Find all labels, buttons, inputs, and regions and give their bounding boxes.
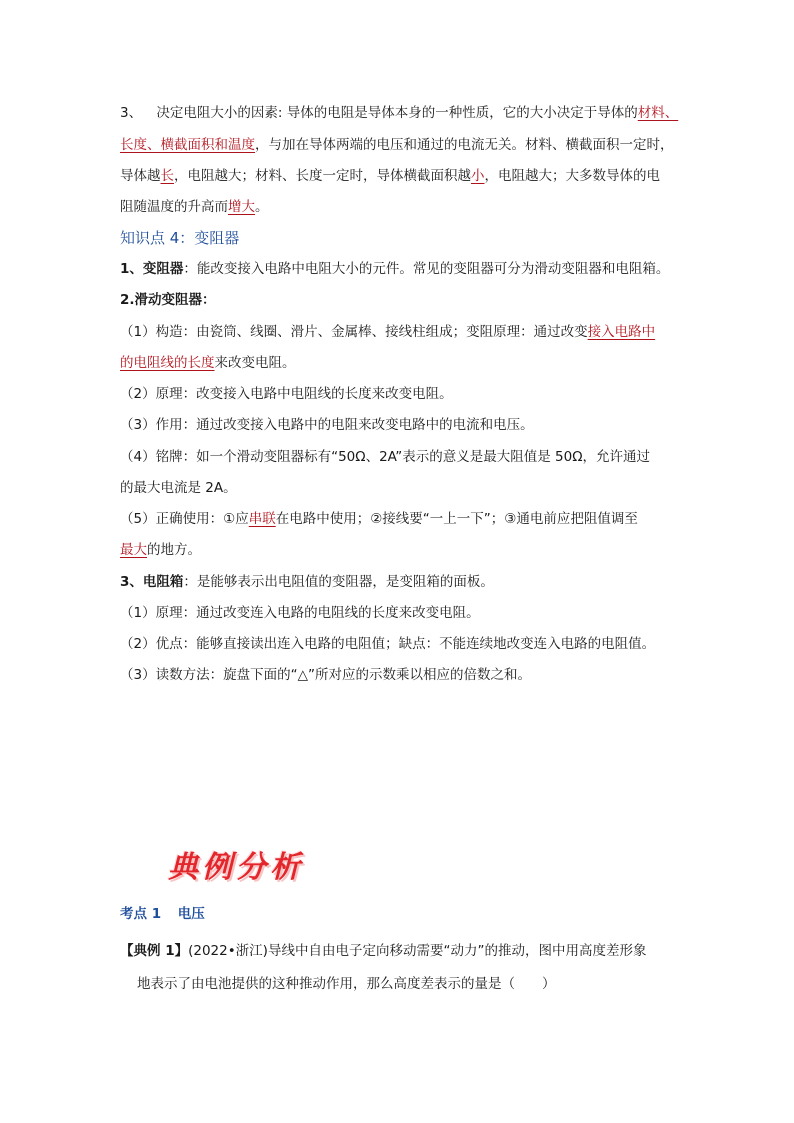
rheostat-definition: [120, 259, 669, 279]
underline-wire-length: 的电阻线的长度: [120, 355, 215, 371]
example-line1: [120, 941, 646, 961]
resistance-box-definition: [120, 572, 494, 592]
para3-line1: [120, 103, 678, 123]
box-principle: （1）原理：通过改变连入电路的电阻线的长度来改变电阻。: [120, 605, 480, 621]
underline-increase: 增大: [228, 199, 255, 215]
underline-series: 串联: [248, 511, 276, 527]
para3-text6: 阻随温度的升高而: [120, 199, 228, 215]
example-analysis-banner: 典例分析: [168, 850, 304, 885]
kaodian-heading: [120, 904, 205, 924]
underline-long: 长: [160, 168, 174, 184]
slide-rheostat-heading: 2.滑动变阻器：: [120, 292, 216, 308]
resistance-box-text: ：是能够表示出电阻值的变阻器，是变阻箱的面板。: [183, 574, 494, 590]
underline-length-area-temp: 长度、横截面积和温度: [120, 137, 255, 153]
para3-line3: [120, 166, 660, 186]
usage-line1: [120, 509, 638, 529]
structure-text2: 来改变电阻。: [214, 355, 296, 371]
para3-text7: 。: [255, 199, 269, 215]
para3-number: 3、: [120, 105, 143, 121]
example-source: (2022•浙江): [188, 943, 268, 959]
usage-text2: 在电路中使用；②接线要“一上一下”；③通电前应把阻值调至: [275, 511, 638, 527]
para3-line2: [120, 135, 674, 155]
rheostat-text: ：能改变接入电路中电阻大小的元件。常见的变阻器可分为滑动变阻器和电阻箱。: [183, 261, 670, 277]
para3-lead: 决定电阻大小的因素: [156, 105, 278, 121]
para3-text2: ，与加在导体两端的电压和通过的电流无关。材料、横截面积一定时，: [255, 137, 674, 153]
structure-line1: [120, 322, 655, 342]
para3-text5: ，电阻越大；大多数导体的电: [484, 168, 660, 184]
example-text1: 导线中自由电子定向移动需要“动力”的推动，图中用高度差形象: [267, 943, 647, 959]
para3-text3: 导体越: [120, 168, 161, 184]
resistance-box-label: 3、电阻箱: [120, 574, 184, 590]
principle-line: （2）原理：改变接入电路中电阻线的长度来改变电阻。: [120, 386, 453, 402]
para3-text1: : 导体的电阻是导体本身的一种性质，它的大小决定于导体的: [277, 105, 638, 121]
underline-materials: 材料、: [637, 105, 679, 121]
usage-text1: （5）正确使用：①应: [120, 511, 249, 527]
usage-text3: 的地方。: [147, 542, 201, 558]
structure-text: （1）构造：由瓷筒、线圈、滑片、金属棒、接线柱组成；变阻原理：通过改变: [120, 324, 588, 340]
nameplate-line2: 的最大电流是 2A。: [120, 480, 237, 496]
para3-line4: [120, 197, 269, 217]
section-title: 知识点 4：变阻器: [120, 229, 240, 247]
kaodian-topic: 电压: [177, 906, 205, 922]
example-tag: 【典例 1】: [120, 943, 189, 959]
usage-line2: [120, 540, 201, 560]
underline-connected: 接入电路中: [587, 324, 656, 340]
nameplate-line1: （4）铭牌：如一个滑动变阻器标有“50Ω、2A”表示的意义是最大阻值是 50Ω，允许通过: [120, 449, 651, 465]
para3-text4: ，电阻越大；材料、长度一定时，导体横截面积越: [174, 168, 471, 184]
structure-line2: [120, 353, 296, 373]
example-line2: 地表示了由电池提供的这种推动作用，那么高度差表示的量是（ ）: [137, 976, 556, 992]
box-reading-method: （3）读数方法：旋盘下面的“△”所对应的示数乘以相应的倍数之和。: [120, 667, 531, 683]
underline-maximum: 最大: [120, 542, 147, 558]
box-advantages: （2）优点：能够直接读出连入电路的电阻值；缺点：不能连续地改变连入电路的电阻值。: [120, 636, 656, 652]
rheostat-label: 1、变阻器: [120, 261, 184, 277]
function-line: （3）作用：通过改变接入电路中的电阻来改变电路中的电流和电压。: [120, 417, 534, 433]
underline-small: 小: [471, 168, 485, 184]
kaodian-label: 考点 1: [120, 906, 162, 922]
